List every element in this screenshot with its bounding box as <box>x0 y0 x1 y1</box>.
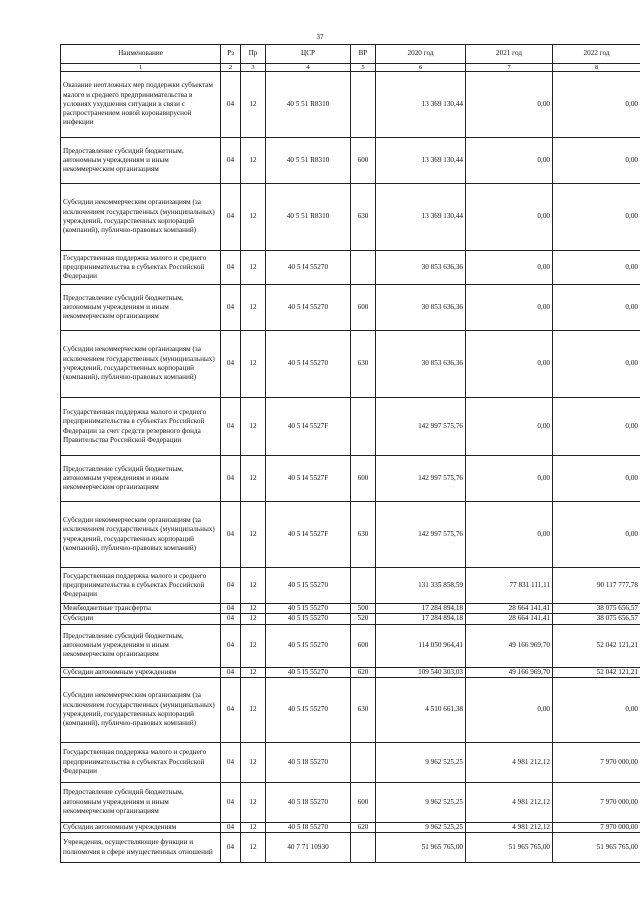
table-row <box>61 285 640 331</box>
row-amount-2020: 13 369 130,44 <box>376 138 466 184</box>
row-amount-2020: 30 853 636,36 <box>376 285 466 331</box>
row-amount-2021: 49 166 969,70 <box>466 667 553 677</box>
row-pr: 12 <box>241 456 266 502</box>
row-pr: 12 <box>241 72 266 138</box>
header-vr: ВР <box>351 45 376 64</box>
row-name: Предоставление субсидий бюджетным, автономным учреждениям и иным некоммерческим организациям <box>61 456 221 502</box>
row-name: Субсидии некоммерческим организациям (за исключением государственных (муниципальных) учреждений, государственных корпораций (компаний), публично-правовых компаний) <box>61 184 221 251</box>
row-amount-2022: 0,00 <box>553 331 640 398</box>
row-amount-2020: 17 284 894,18 <box>376 614 466 624</box>
row-pr: 12 <box>241 742 266 782</box>
row-amount-2022: 90 117 777,78 <box>553 568 640 604</box>
row-rz: 04 <box>221 667 241 677</box>
row-vr: 620 <box>351 667 376 677</box>
row-name: Предоставление субсидий бюджетным, автономным учреждениям и иным некоммерческим организациям <box>61 624 221 667</box>
row-name: Государственная поддержка малого и среднего предпринимательства в субъектах Российской Федерации <box>61 742 221 782</box>
row-rz: 04 <box>221 782 241 822</box>
row-name: Оказание неотложных мер поддержки субъектам малого и среднего предпринимательства в условиях ухудшения ситуации в связи с распространением новой коронавирусной инфекции <box>61 72 221 138</box>
column-number-row <box>61 64 640 72</box>
row-amount-2022: 0,00 <box>553 456 640 502</box>
row-amount-2021: 49 166 969,70 <box>466 624 553 667</box>
header-name: Наименование <box>61 45 221 64</box>
row-rz: 04 <box>221 285 241 331</box>
row-vr <box>351 742 376 782</box>
row-csr: 40 5 I8 55270 <box>266 782 351 822</box>
row-amount-2021: 0,00 <box>466 285 553 331</box>
row-csr: 40 5 I5 55270 <box>266 568 351 604</box>
row-amount-2022: 0,00 <box>553 184 640 251</box>
row-amount-2022: 0,00 <box>553 138 640 184</box>
row-amount-2022: 38 075 656,57 <box>553 604 640 614</box>
row-amount-2022: 0,00 <box>553 502 640 568</box>
column-number: 6 <box>376 64 466 72</box>
row-amount-2020: 13 369 130,44 <box>376 72 466 138</box>
row-amount-2021: 28 664 141,41 <box>466 614 553 624</box>
row-vr <box>351 251 376 285</box>
row-amount-2022: 0,00 <box>553 72 640 138</box>
row-rz: 04 <box>221 398 241 456</box>
budget-table <box>60 44 640 863</box>
table-row <box>61 604 640 614</box>
row-rz: 04 <box>221 833 241 863</box>
header-csr: ЦСР <box>266 45 351 64</box>
row-pr: 12 <box>241 822 266 832</box>
row-name: Межбюджетные трансферты <box>61 604 221 614</box>
row-amount-2020: 13 369 130,44 <box>376 184 466 251</box>
header-rz: Рз <box>221 45 241 64</box>
row-csr: 40 5 51 R8310 <box>266 72 351 138</box>
table-row <box>61 568 640 604</box>
row-name: Субсидии некоммерческим организациям (за исключением государственных (муниципальных) учреждений, государственных корпораций (компаний), публично-правовых компаний) <box>61 502 221 568</box>
table-row <box>61 138 640 184</box>
column-number: 1 <box>61 64 221 72</box>
column-number: 8 <box>553 64 640 72</box>
row-rz: 04 <box>221 502 241 568</box>
row-pr: 12 <box>241 604 266 614</box>
row-amount-2020: 30 853 636,36 <box>376 251 466 285</box>
row-csr: 40 5 I5 55270 <box>266 624 351 667</box>
row-amount-2022: 7 970 000,00 <box>553 822 640 832</box>
column-number: 2 <box>221 64 241 72</box>
row-rz: 04 <box>221 742 241 782</box>
table-row <box>61 782 640 822</box>
row-rz: 04 <box>221 604 241 614</box>
row-amount-2021: 51 965 765,00 <box>466 833 553 863</box>
table-row <box>61 833 640 863</box>
row-pr: 12 <box>241 677 266 742</box>
row-amount-2022: 7 970 000,00 <box>553 782 640 822</box>
row-csr: 40 5 I4 55270 <box>266 331 351 398</box>
page-number: 37 <box>316 33 324 41</box>
table-row <box>61 184 640 251</box>
row-vr: 620 <box>351 822 376 832</box>
row-vr <box>351 72 376 138</box>
row-name: Государственная поддержка малого и среднего предпринимательства в субъектах Российской Федерации за счет средств резервного фонда Правительства Российской Федерации <box>61 398 221 456</box>
row-rz: 04 <box>221 614 241 624</box>
row-amount-2022: 0,00 <box>553 285 640 331</box>
row-amount-2020: 142 997 575,76 <box>376 502 466 568</box>
row-amount-2020: 51 965 765,00 <box>376 833 466 863</box>
table-row <box>61 822 640 832</box>
row-name: Учреждения, осуществляющие функции и полномочия в сфере имущественных отношений <box>61 833 221 863</box>
row-pr: 12 <box>241 624 266 667</box>
row-vr: 630 <box>351 184 376 251</box>
table-row <box>61 614 640 624</box>
row-name: Субсидии некоммерческим организациям (за исключением государственных (муниципальных) учреждений, государственных корпораций (компаний), публично-правовых компаний) <box>61 331 221 398</box>
row-amount-2022: 52 042 121,21 <box>553 667 640 677</box>
row-amount-2020: 4 510 661,38 <box>376 677 466 742</box>
row-vr: 600 <box>351 138 376 184</box>
row-pr: 12 <box>241 184 266 251</box>
row-rz: 04 <box>221 184 241 251</box>
header-row <box>61 45 640 64</box>
row-pr: 12 <box>241 833 266 863</box>
row-amount-2020: 17 284 894,18 <box>376 604 466 614</box>
row-pr: 12 <box>241 251 266 285</box>
row-amount-2021: 0,00 <box>466 456 553 502</box>
row-vr: 500 <box>351 604 376 614</box>
row-amount-2021: 4 981 212,12 <box>466 782 553 822</box>
column-number: 5 <box>351 64 376 72</box>
row-rz: 04 <box>221 331 241 398</box>
row-pr: 12 <box>241 568 266 604</box>
table-row <box>61 502 640 568</box>
row-vr <box>351 568 376 604</box>
row-name: Государственная поддержка малого и среднего предпринимательства в субъектах Российской Федерации <box>61 568 221 604</box>
row-amount-2020: 131 335 858,59 <box>376 568 466 604</box>
row-csr: 40 5 I5 55270 <box>266 667 351 677</box>
row-amount-2022: 38 075 656,57 <box>553 614 640 624</box>
row-name: Субсидии <box>61 614 221 624</box>
row-csr: 40 5 I4 5527F <box>266 398 351 456</box>
table-row <box>61 624 640 667</box>
header-2020: 2020 год <box>376 45 466 64</box>
row-amount-2022: 0,00 <box>553 398 640 456</box>
row-amount-2021: 0,00 <box>466 184 553 251</box>
row-vr <box>351 833 376 863</box>
row-amount-2020: 9 962 525,25 <box>376 782 466 822</box>
row-amount-2020: 142 997 575,76 <box>376 398 466 456</box>
row-rz: 04 <box>221 138 241 184</box>
row-vr: 520 <box>351 614 376 624</box>
row-amount-2020: 30 853 636,36 <box>376 331 466 398</box>
table-row <box>61 742 640 782</box>
row-csr: 40 5 I8 55270 <box>266 822 351 832</box>
row-amount-2021: 0,00 <box>466 138 553 184</box>
row-amount-2021: 4 981 212,12 <box>466 822 553 832</box>
row-csr: 40 5 I5 55270 <box>266 604 351 614</box>
row-csr: 40 5 I4 55270 <box>266 285 351 331</box>
row-vr: 600 <box>351 782 376 822</box>
row-amount-2020: 9 962 525,25 <box>376 822 466 832</box>
row-name: Субсидии автономным учреждениям <box>61 822 221 832</box>
row-vr: 600 <box>351 456 376 502</box>
row-amount-2022: 52 042 121,21 <box>553 624 640 667</box>
header-pr: Пр <box>241 45 266 64</box>
row-vr: 630 <box>351 677 376 742</box>
row-amount-2022: 0,00 <box>553 251 640 285</box>
row-rz: 04 <box>221 677 241 742</box>
row-csr: 40 5 I5 55270 <box>266 614 351 624</box>
table-row <box>61 251 640 285</box>
row-amount-2022: 51 965 765,00 <box>553 833 640 863</box>
row-amount-2020: 142 997 575,76 <box>376 456 466 502</box>
row-amount-2021: 0,00 <box>466 331 553 398</box>
row-amount-2021: 28 664 141,41 <box>466 604 553 614</box>
row-name: Предоставление субсидий бюджетным, автономным учреждениям и иным некоммерческим организациям <box>61 285 221 331</box>
row-pr: 12 <box>241 398 266 456</box>
row-vr: 600 <box>351 285 376 331</box>
column-number: 7 <box>466 64 553 72</box>
row-name: Государственная поддержка малого и среднего предпринимательства в субъектах Российской Федерации <box>61 251 221 285</box>
row-csr: 40 7 71 10930 <box>266 833 351 863</box>
row-amount-2020: 9 962 525,25 <box>376 742 466 782</box>
row-rz: 04 <box>221 456 241 502</box>
table-body <box>61 72 640 863</box>
column-number: 4 <box>266 64 351 72</box>
table-row <box>61 677 640 742</box>
row-pr: 12 <box>241 331 266 398</box>
row-rz: 04 <box>221 822 241 832</box>
row-rz: 04 <box>221 251 241 285</box>
table-row <box>61 667 640 677</box>
column-number: 3 <box>241 64 266 72</box>
row-vr: 600 <box>351 624 376 667</box>
row-csr: 40 5 I5 55270 <box>266 677 351 742</box>
row-amount-2021: 0,00 <box>466 72 553 138</box>
row-csr: 40 5 51 R8310 <box>266 184 351 251</box>
table-row <box>61 331 640 398</box>
row-amount-2021: 0,00 <box>466 677 553 742</box>
row-pr: 12 <box>241 614 266 624</box>
row-vr <box>351 398 376 456</box>
row-amount-2021: 0,00 <box>466 398 553 456</box>
row-csr: 40 5 I4 5527F <box>266 456 351 502</box>
row-pr: 12 <box>241 285 266 331</box>
row-amount-2020: 109 540 303,03 <box>376 667 466 677</box>
row-name: Субсидии некоммерческим организациям (за исключением государственных (муниципальных) учреждений, государственных корпораций (компаний), публично-правовых компаний) <box>61 677 221 742</box>
row-amount-2021: 77 831 111,11 <box>466 568 553 604</box>
header-2022: 2022 год <box>553 45 640 64</box>
table-row <box>61 398 640 456</box>
row-amount-2021: 0,00 <box>466 502 553 568</box>
row-amount-2022: 7 970 000,00 <box>553 742 640 782</box>
row-csr: 40 5 I4 5527F <box>266 502 351 568</box>
row-csr: 40 5 51 R8310 <box>266 138 351 184</box>
row-name: Предоставление субсидий бюджетным, автономным учреждениям и иным некоммерческим организациям <box>61 782 221 822</box>
row-pr: 12 <box>241 782 266 822</box>
row-vr: 630 <box>351 331 376 398</box>
table-row <box>61 456 640 502</box>
row-amount-2022: 0,00 <box>553 677 640 742</box>
row-amount-2021: 0,00 <box>466 251 553 285</box>
row-csr: 40 5 I4 55270 <box>266 251 351 285</box>
row-rz: 04 <box>221 72 241 138</box>
row-vr: 630 <box>351 502 376 568</box>
row-rz: 04 <box>221 624 241 667</box>
header-2021: 2021 год <box>466 45 553 64</box>
row-amount-2020: 114 050 964,41 <box>376 624 466 667</box>
row-pr: 12 <box>241 502 266 568</box>
row-csr: 40 5 I8 55270 <box>266 742 351 782</box>
row-name: Предоставление субсидий бюджетным, автономным учреждениям и иным некоммерческим организациям <box>61 138 221 184</box>
table-row <box>61 72 640 138</box>
row-rz: 04 <box>221 568 241 604</box>
row-pr: 12 <box>241 138 266 184</box>
row-pr: 12 <box>241 667 266 677</box>
row-amount-2021: 4 981 212,12 <box>466 742 553 782</box>
row-name: Субсидии автономным учреждениям <box>61 667 221 677</box>
